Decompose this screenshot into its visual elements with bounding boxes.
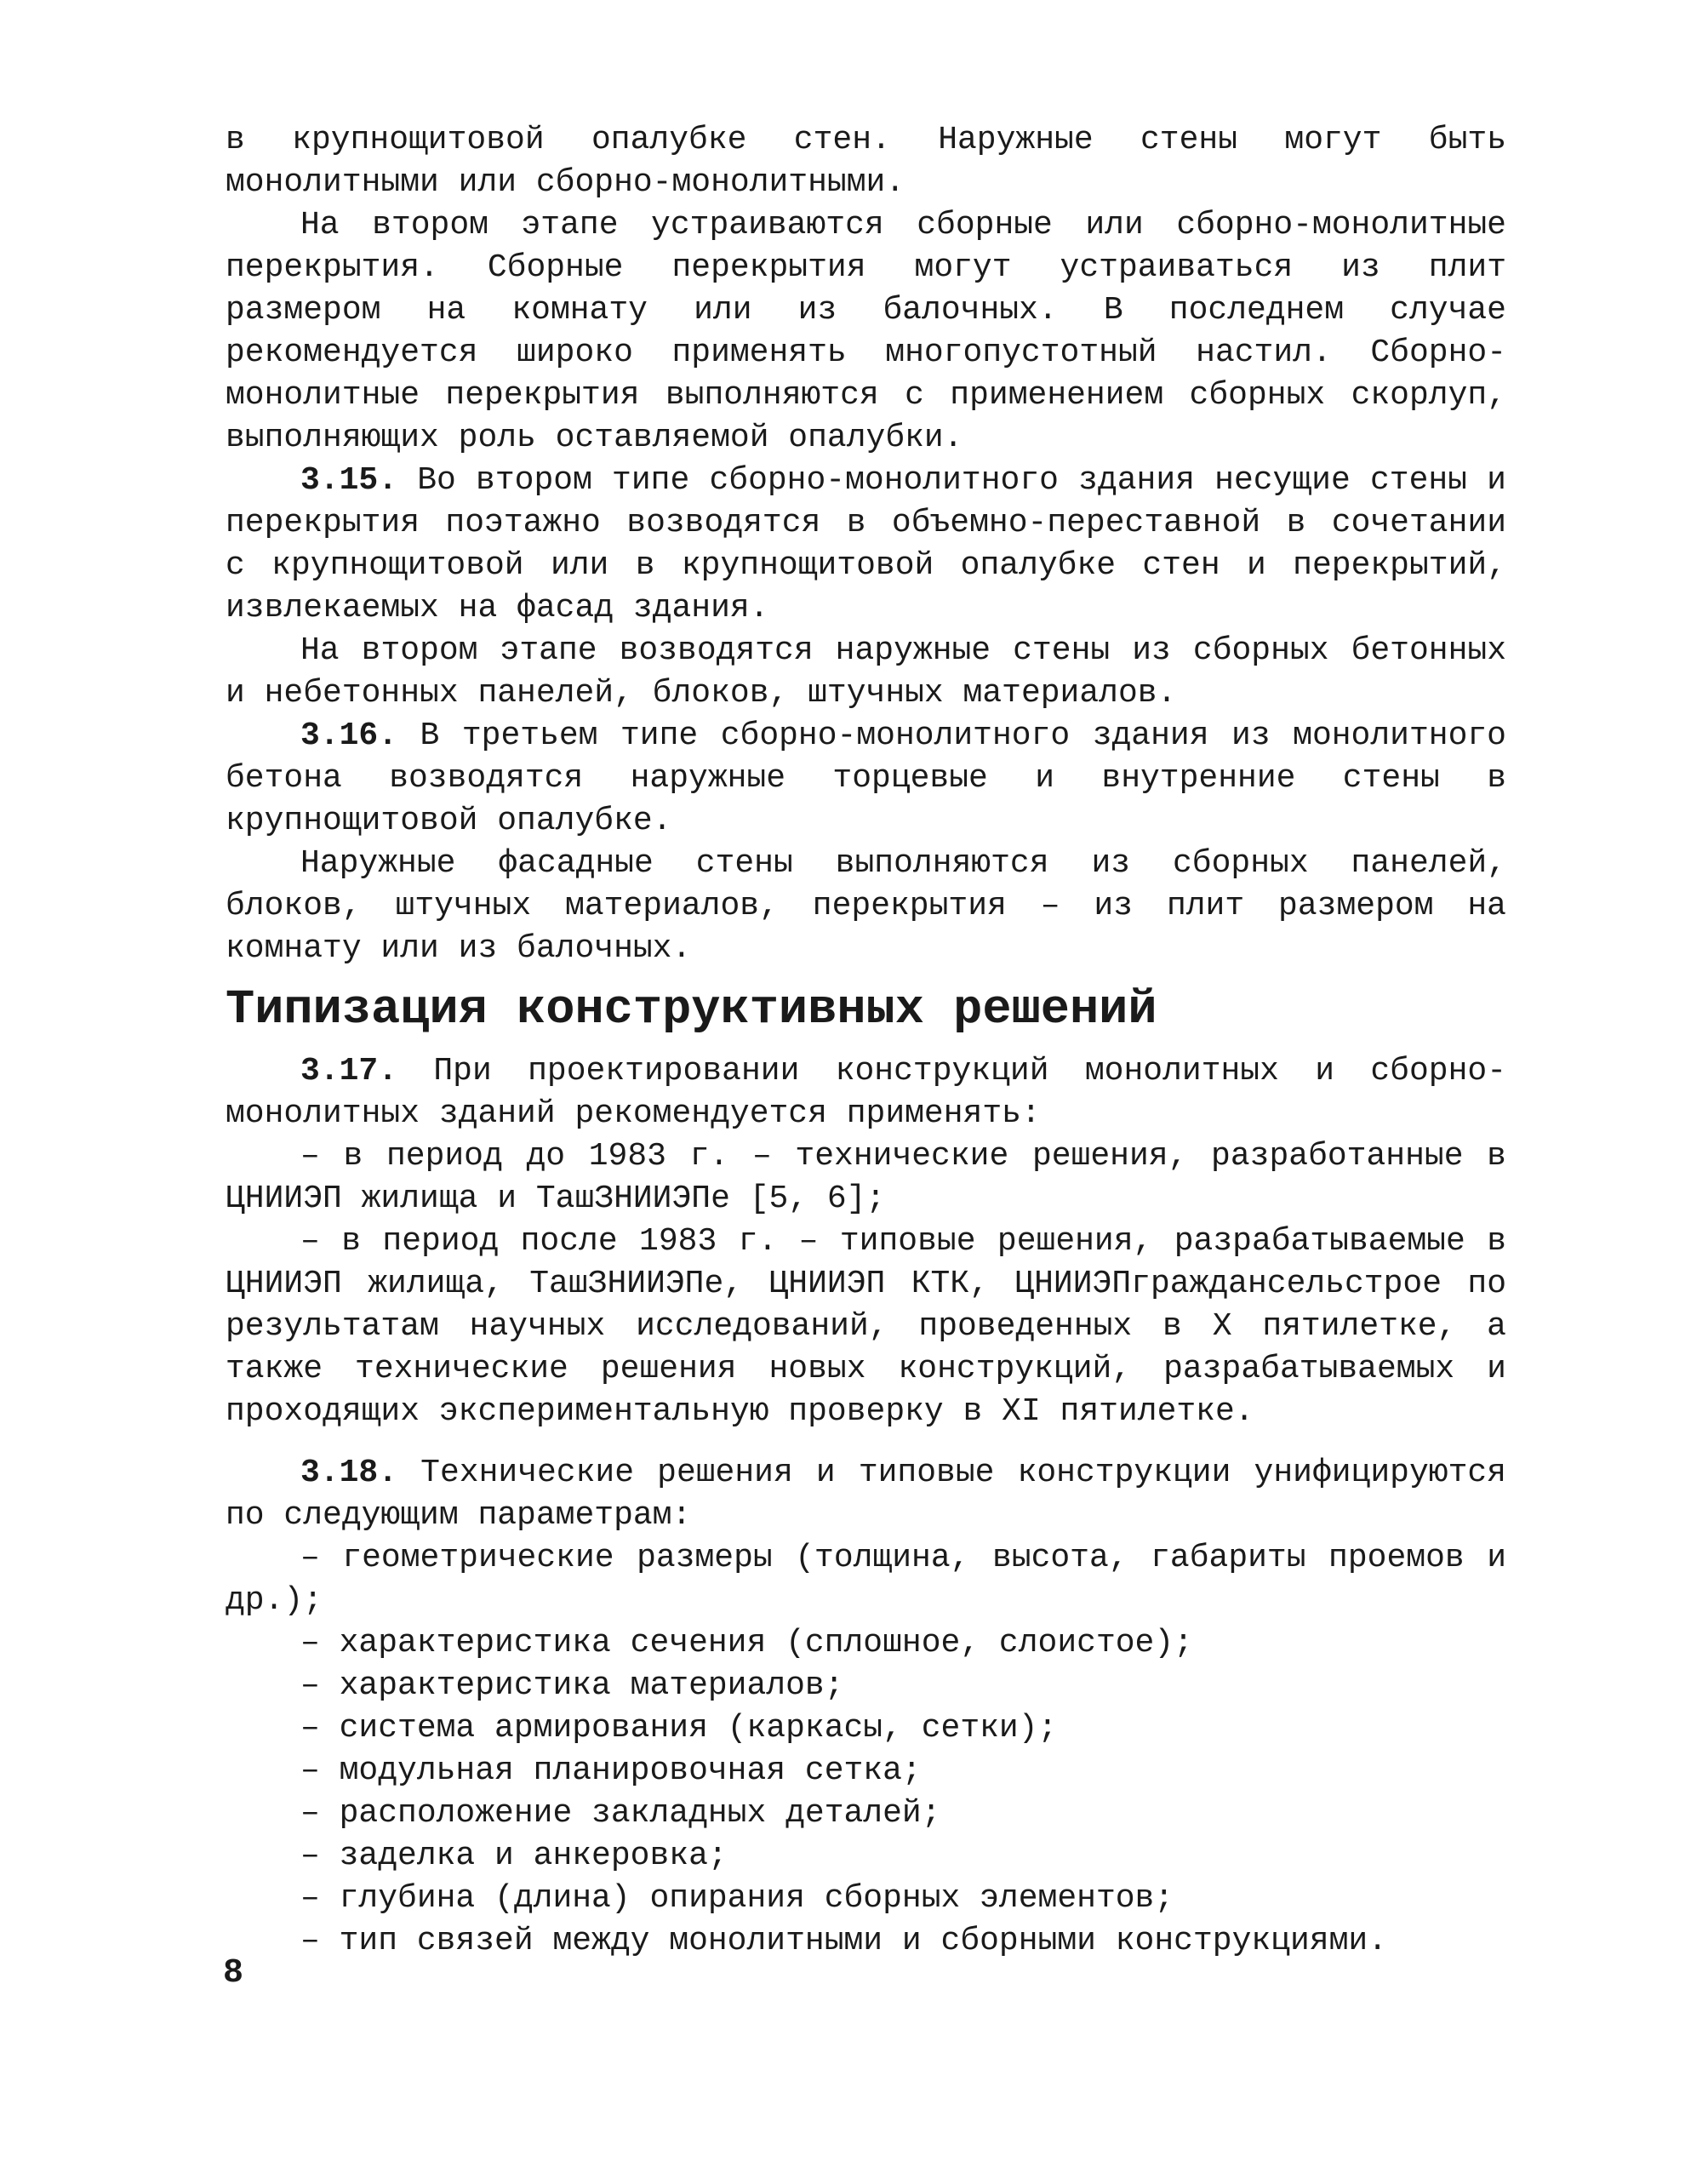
clause-text-3-16: В третьем типе сборно-монолитного здания из монолитного бетона возводятся наружные торцевые и внутренние стены в крупнощитовой опалубке.	[226, 717, 1506, 839]
paragraph-second-stage: На втором этапе устраиваются сборные или сборно-монолитные перекрытия. Сборные перекрытия могут устраиваться из плит размером на комнату или из балочных. В последнем случае рекомендуется широко применять многопустотный настил. Сборно-монолитные перекрытия выполняются с применением сборных скорлуп, выполняющих роль оставляемой опалубки.	[226, 207, 1506, 456]
list-item: – глубина (длина) опирания сборных элементов;	[300, 1880, 1174, 1917]
unification-parameters-list	[226, 1537, 1506, 1963]
paragraph-facade-walls: Наружные фасадные стены выполняются из сборных панелей, блоков, штучных материалов, перекрытия – из плит размером на комнату или из балочных.	[226, 845, 1506, 967]
clause-number-3-18: 3.18.	[300, 1455, 398, 1491]
section-heading: Типизация конструктивных решений	[226, 983, 1157, 1038]
list-item: – характеристика сечения (сплошное, слоистое);	[300, 1625, 1193, 1661]
list-item: – заделка и анкеровка;	[300, 1838, 728, 1874]
paragraph-3-17	[226, 1050, 1506, 1135]
list-item: – расположение закладных деталей;	[300, 1795, 941, 1832]
paragraph-3-18	[226, 1452, 1506, 1537]
list-item-after-1983: – в период после 1983 г. – типовые решения, разрабатываемые в ЦНИИЭП жилища, ТашЗНИИЭПе, ЦНИИЭП КТК, ЦНИИЭПграждансельстрое по результатам научных исследований, проведенных в X пятилетке, а также технические решения новых конструкций, разрабатываемых и проходящих экспериментальную проверку в XI пятилетке.	[226, 1223, 1506, 1430]
paragraph-second-stage-walls: На втором этапе возводятся наружные стены из сборных бетонных и небетонных панелей, блоков, штучных материалов.	[226, 632, 1506, 712]
list-item: – характеристика материалов;	[300, 1667, 844, 1704]
paragraph-continuation: в крупнощитовой опалубке стен. Наружные стены могут быть монолитными или сборно-монолитными.	[226, 122, 1506, 201]
clause-number-3-15: 3.15.	[300, 462, 398, 499]
clause-text-3-15: Во втором типе сборно-монолитного здания несущие стены и перекрытия поэтажно возводятся в объемно-переставной в сочетании с крупнощитовой или в крупнощитовой опалубке стен и перекрытий, извлекаемых на фасад здания.	[226, 462, 1506, 626]
list-item-before-1983: – в период до 1983 г. – технические решения, разработанные в ЦНИИЭП жилища и ТашЗНИИЭПе [5, 6];	[226, 1138, 1506, 1217]
clause-text-3-17: При проектировании конструкций монолитных и сборно-монолитных зданий рекомендуется применять:	[226, 1053, 1506, 1132]
paragraph-3-16	[226, 715, 1506, 843]
list-item: – геометрические размеры (толщина, высота, габариты проемов и др.);	[226, 1540, 1506, 1619]
page-number: 8	[223, 1954, 244, 1992]
clause-number-3-17: 3.17.	[300, 1053, 398, 1089]
list-item: – система армирования (каркасы, сетки);	[300, 1710, 1058, 1747]
clause-number-3-16: 3.16.	[300, 717, 398, 754]
document-page	[226, 119, 1506, 1963]
list-item: – тип связей между монолитными и сборными конструкциями.	[300, 1923, 1388, 1959]
clause-text-3-18: Технические решения и типовые конструкции унифицируются по следующим параметрам:	[226, 1455, 1506, 1534]
paragraph-3-15	[226, 460, 1506, 630]
list-item: – модульная планировочная сетка;	[300, 1752, 922, 1789]
